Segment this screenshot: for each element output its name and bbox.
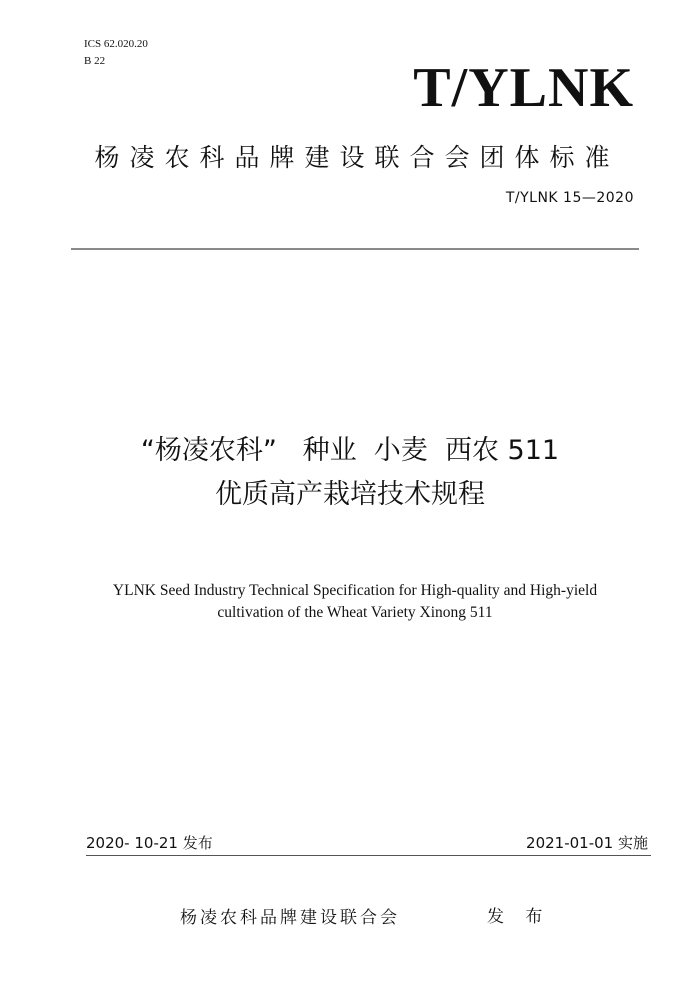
classification-codes (84, 36, 148, 70)
standard-number: T/YLNK 15—2020 (505, 190, 634, 206)
english-title (0, 580, 700, 624)
issue-label: 发 布 (487, 907, 551, 927)
issuing-organization: 杨凌农科品牌建设联合会 (180, 908, 400, 928)
english-title-line-1: YLNK Seed Industry Technical Specification for High-quality and High-yield (112, 582, 598, 599)
publish-date: 2020- 10-21 发布 (86, 834, 213, 852)
organization-standard-title: 杨凌农科品牌建设联合会团体标准 (94, 143, 620, 172)
document-title-line-1: “杨凌农科” 种业 小麦 西农 511 (140, 435, 560, 466)
ccs-code: B 22 (84, 55, 106, 67)
implement-date: 2021-01-01 实施 (526, 834, 648, 852)
header-divider (71, 248, 639, 250)
document-title-line-2: 优质高产栽培技术规程 (215, 479, 485, 510)
english-title-line-2: cultivation of the Wheat Variety Xinong 511 (217, 604, 493, 621)
ics-code: ICS 62.020.20 (84, 38, 148, 50)
footer-divider (86, 855, 651, 856)
standard-logo: T/YLNK (413, 57, 634, 119)
